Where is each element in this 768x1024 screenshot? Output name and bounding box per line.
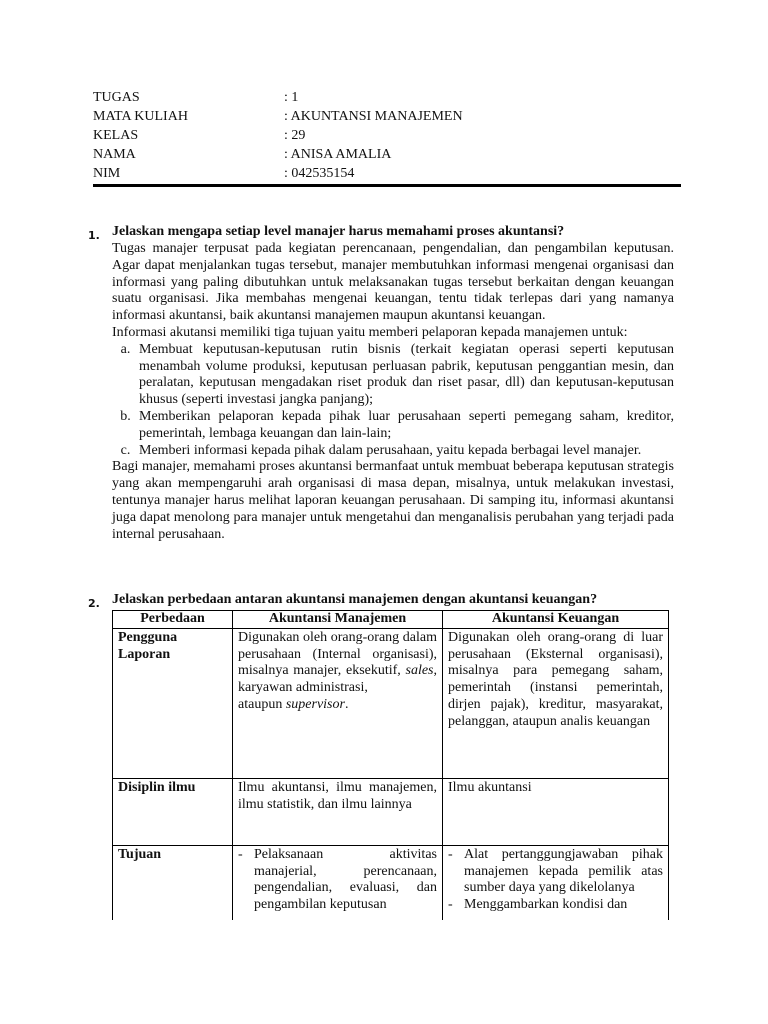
table-cell-keuangan: Ilmu akuntansi [443,778,669,845]
list-marker: - [448,846,453,862]
cell-text: . [344,696,349,712]
list-marker: b. [120,408,131,424]
list-item [448,847,663,897]
list-marker: c. [120,442,131,458]
comparison-table [112,610,669,946]
question-1-number: 1. [88,229,100,242]
list-marker: - [448,897,453,913]
list-text: Memberikan pelaporan kepada pihak luar perusahaan seperti pemegang saham, kreditor, pemerintah, lembaga keuangan dan lain-lain; [139,408,674,441]
list-marker: a. [120,341,131,357]
question-2-number: 2. [88,597,100,610]
list-text: Alat pertanggungjawaban pihak manajemen kepada pemilik atas sumber daya yang dikelolanya [464,846,663,896]
list-text: Memberi informasi kepada pihak dalam perusahaan, yaitu kepada berbagai level manajer. [139,442,642,458]
header-divider [93,184,681,187]
cell-italic-text: supervisor [285,696,345,712]
cell-text: ataupun [238,696,283,712]
column-header: Perbedaan [113,611,233,629]
table-header-row [113,611,669,629]
header-row-tugas [93,88,683,107]
list-text: Pelaksanaan aktivitas manajerial, perencanaan, pengendalian, evaluasi, dan pengambilan keputusan [254,846,437,913]
header-label: MATA KULIAH [93,109,188,124]
list-text: Membuat keputusan-keputusan rutin bisnis (terkait kegiatan operasi seperti keputusan menambah volume produksi, keputusan perluasan pabrik, keputusan penggantian mesin, dan peralatan, keputusan mengadakan riset produk dan riset pasar, dll) dan keputusan-keputusan khusus (seperti investasi jangka panjang); [139,341,674,408]
header-row-nim [93,164,683,183]
list-item [112,443,674,460]
cell-italic-text: sales [405,663,434,679]
list-item [112,342,674,409]
question-1-title: Jelaskan mengapa setiap level manajer harus memahami proses akuntansi? [112,224,565,239]
header-row-nama [93,145,683,164]
column-header: Akuntansi Manajemen [233,611,443,629]
answer-paragraph: Informasi akutansi memiliki tiga tujuan yaitu memberi pelaporan kepada manajemen untuk: [112,324,628,340]
list-text: Menggambarkan kondisi dan [464,897,628,913]
table-cell-manajemen: Ilmu akuntansi, ilmu manajemen, ilmu statistik, dan ilmu lainnya [233,778,443,845]
column-header: Akuntansi Keuangan [443,611,669,629]
row-label: Disiplin ilmu [113,778,233,845]
header-value: : ANISA AMALIA [284,147,392,162]
header-label: NIM [93,166,121,181]
row-label: Tujuan [113,845,233,945]
list-item [238,847,437,914]
page-crop-mask [0,920,768,1024]
cell-text: Digunakan oleh orang-orang dalam perusahaan (Internal organisasi), misalnya manajer, eksekutif, [238,629,437,679]
answer-paragraph: Bagi manajer, memahami proses akuntansi bermanfaat untuk membuat beberapa keputusan strategis yang akan mempengaruhi arah organisasi di masa depan, misalnya, untuk melakukan investasi, tentunya manajer harus melihat laporan keuangan perusahaan. Di samping itu, informasi akuntansi juga dapat menolong para manajer untuk mengetahui dan menganalisis perubahan yang terjadi pada internal perusahaan. [112,459,674,542]
header-value: : 29 [284,128,306,143]
list-marker: - [238,846,243,862]
list-item [448,897,663,914]
cell-text: , karyawan administrasi, [238,663,437,696]
question-1-answer [112,241,674,543]
question-2-title: Jelaskan perbedaan antaran akuntansi manajemen dengan akuntansi keuangan? [112,592,598,607]
table-row [113,628,669,778]
header-label: KELAS [93,128,139,143]
header-row-mata-kuliah [93,107,683,126]
header-label: TUGAS [93,90,140,105]
purpose-list [112,342,674,460]
header-row-kelas [93,126,683,145]
list-item [112,409,674,443]
row-label: Pengguna Laporan [113,628,233,778]
table-cell-keuangan: Digunakan oleh orang-orang di luar perusahaan (Eksternal organisasi), misalnya para pemegang saham, pemerintah (instansi pemerintah, dirjen pajak), kreditur, masyarakat, pelanggan, ataupun analis keuangan [443,628,669,778]
answer-paragraph: Tugas manajer terpusat pada kegiatan perencanaan, pengendalian, dan pengambilan keputusan. Agar dapat menjalankan tugas tersebut, manajer membutuhkan informasi mengenai organisasi dan informasi yang paling dibutuhkan untuk melaksanakan tugas tersebut berkaitan dengan keuangan suatu organisasi. Jika membahas mengenai keuangan, tentu tidak terlepas dari yang namanya informasi akuntansi, baik akuntansi manajemen maupun akuntansi keuangan. [112,241,674,324]
header-value: : 1 [284,90,299,105]
table-cell-manajemen [233,628,443,778]
header-value: : 042535154 [284,166,355,181]
table-row [113,778,669,845]
header-label: NAMA [93,147,136,162]
header-value: : AKUNTANSI MANAJEMEN [284,109,463,124]
assignment-header [93,88,683,183]
